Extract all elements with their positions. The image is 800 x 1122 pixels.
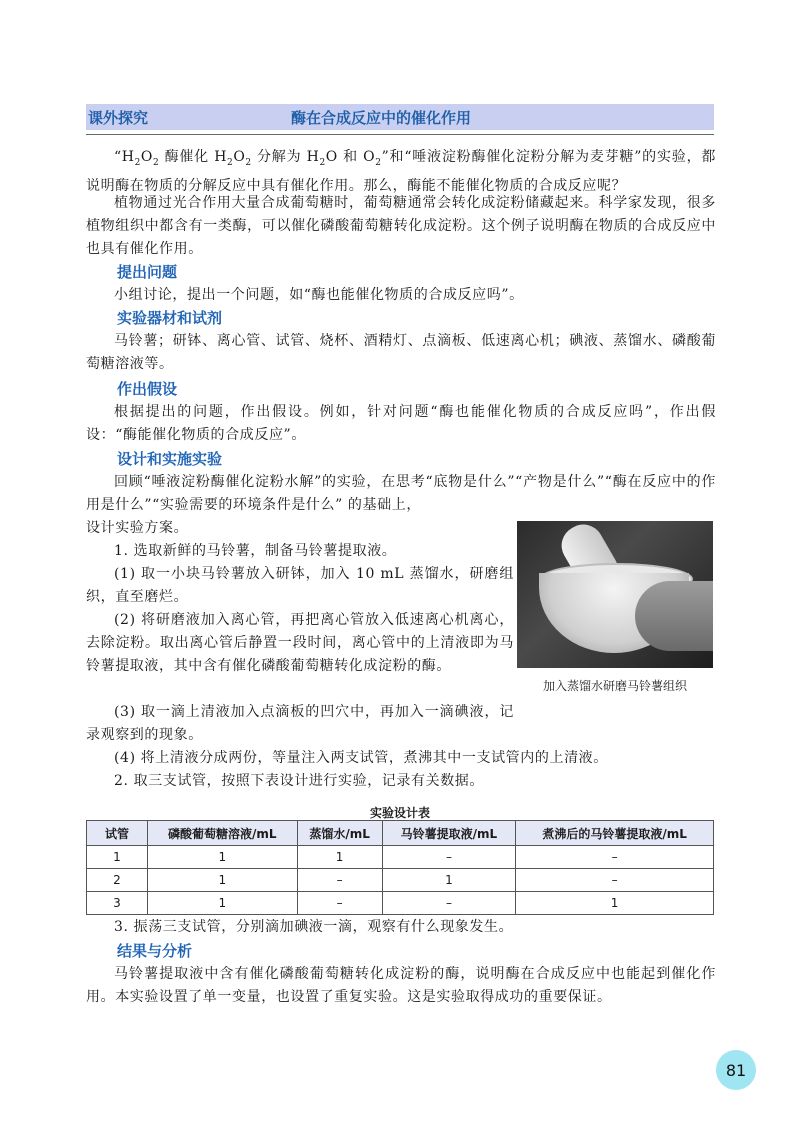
table-cell: 1 [516,892,714,915]
table-row [87,869,714,892]
result-heading: 结果与分析 [117,942,193,960]
table-cell: 1 [148,892,298,915]
question-text: 小组讨论，提出一个问题，如“酶也能催化物质的合成反应吗”。 [114,287,524,303]
table-cell: – [297,869,382,892]
header-cell: 试管 [87,821,148,846]
table-cell: 1 [87,846,148,869]
step-2: 2. 取三支试管，按照下表设计进行实验，记录有关数据。 [114,773,485,789]
table-cell: – [297,892,382,915]
table-cell: – [516,869,714,892]
step-1-1: (1) 取一小块马铃薯放入研钵，加入 10 mL 蒸馏水，研磨组织，直至磨烂。 [86,566,514,605]
step-1-2: (2) 将研磨液加入离心管，再把离心管放入低速离心机离心，去除淀粉。取出离心管后静置一段时间，离心管中的上清液即为马铃薯提取液，其中含有催化磷酸葡萄糖转化成淀粉的酶。 [86,612,514,674]
header-cell: 马铃薯提取液/mL [382,821,515,846]
hypothesis-text: 根据提出的问题，作出假设。例如，针对问题“酶也能催化物质的合成反应吗”，作出假设：“酶能催化物质的合成反应”。 [86,404,716,443]
table-cell: 1 [148,869,298,892]
table-cell: 2 [87,869,148,892]
step-1-3: (3) 取一滴上清液加入点滴板的凹穴中，再加入一滴碘液，记录观察到的现象。 [86,704,514,743]
design-text-2: 设计实验方案。 [86,520,189,536]
section-tag: 课外探究 [88,109,149,127]
table-title: 实验设计表 [369,806,430,820]
page-number-badge [716,1050,756,1090]
photo-caption: 加入蒸馏水研磨马铃薯组织 [542,679,687,693]
table-header-row [87,821,714,846]
materials-text: 马铃薯；研钵、离心管、试管、烧杯、酒精灯、点滴板、低速离心机；碘液、蒸馏水、磷酸葡萄糖溶液等。 [86,333,716,372]
materials-heading: 实验器材和试剂 [117,309,223,327]
table-cell: – [516,846,714,869]
table-cell: – [382,892,515,915]
hypothesis-heading: 作出假设 [117,380,178,398]
result-text: 马铃薯提取液中含有催化磷酸葡萄糖转化成淀粉的酶，说明酶在合成反应中也能起到催化作用。本实验设置了单一变量，也设置了重复实验。这是实验取得成功的重要保证。 [86,966,716,1005]
intro-paragraph-1: “$H_2O_2$ 酶催化 $H_2O_2$ 分解为 $H_2O$ 和 $O_2$”和“唾液淀粉酶催化淀粉分解为麦芽糖”的实验，都说明酶在物质的分解反应中具有催化作用。那么，酶能不能催化物质的合成反应呢？ [86,149,716,194]
table-row [87,846,714,869]
header-cell: 蒸馏水/mL [297,821,382,846]
page-title: 酶在合成反应中的催化作用 [291,109,472,127]
table-cell: 1 [297,846,382,869]
section-header [86,104,714,130]
grinding-photo [517,521,713,668]
step-1: 1. 选取新鲜的马铃薯，制备马铃薯提取液。 [114,543,397,559]
step-3: 3. 振荡三支试管，分别滴加碘液一滴，观察有什么现象发生。 [114,919,514,935]
table-cell: 1 [382,869,515,892]
table-cell: 1 [148,846,298,869]
table-row [87,892,714,915]
experiment-table [86,820,714,915]
header-divider [86,134,714,135]
header-cell: 煮沸后的马铃薯提取液/mL [516,821,714,846]
question-heading: 提出问题 [117,263,178,281]
page-number: 81 [725,1060,747,1080]
step-1-4: (4) 将上清液分成两份，等量注入两支试管，煮沸其中一支试管内的上清液。 [114,750,608,766]
intro-paragraph-2: 植物通过光合作用大量合成葡萄糖时，葡萄糖通常会转化成淀粉储藏起来。科学家发现，很多植物组织中都含有一类酶，可以催化磷酸葡萄糖转化成淀粉。这个例子说明酶在物质的合成反应中也具有催化作用。 [86,195,716,257]
table-cell: – [382,846,515,869]
hand-shape [635,581,713,651]
design-heading: 设计和实施实验 [117,450,223,468]
design-text: 回顾“唾液淀粉酶催化淀粉水解”的实验，在思考“底物是什么”“产物是什么”“酶在反应中的作用是什么”“实验需要的环境条件是什么” 的基础上， [86,474,716,513]
header-cell: 磷酸葡萄糖溶液/mL [148,821,298,846]
table-cell: 3 [87,892,148,915]
